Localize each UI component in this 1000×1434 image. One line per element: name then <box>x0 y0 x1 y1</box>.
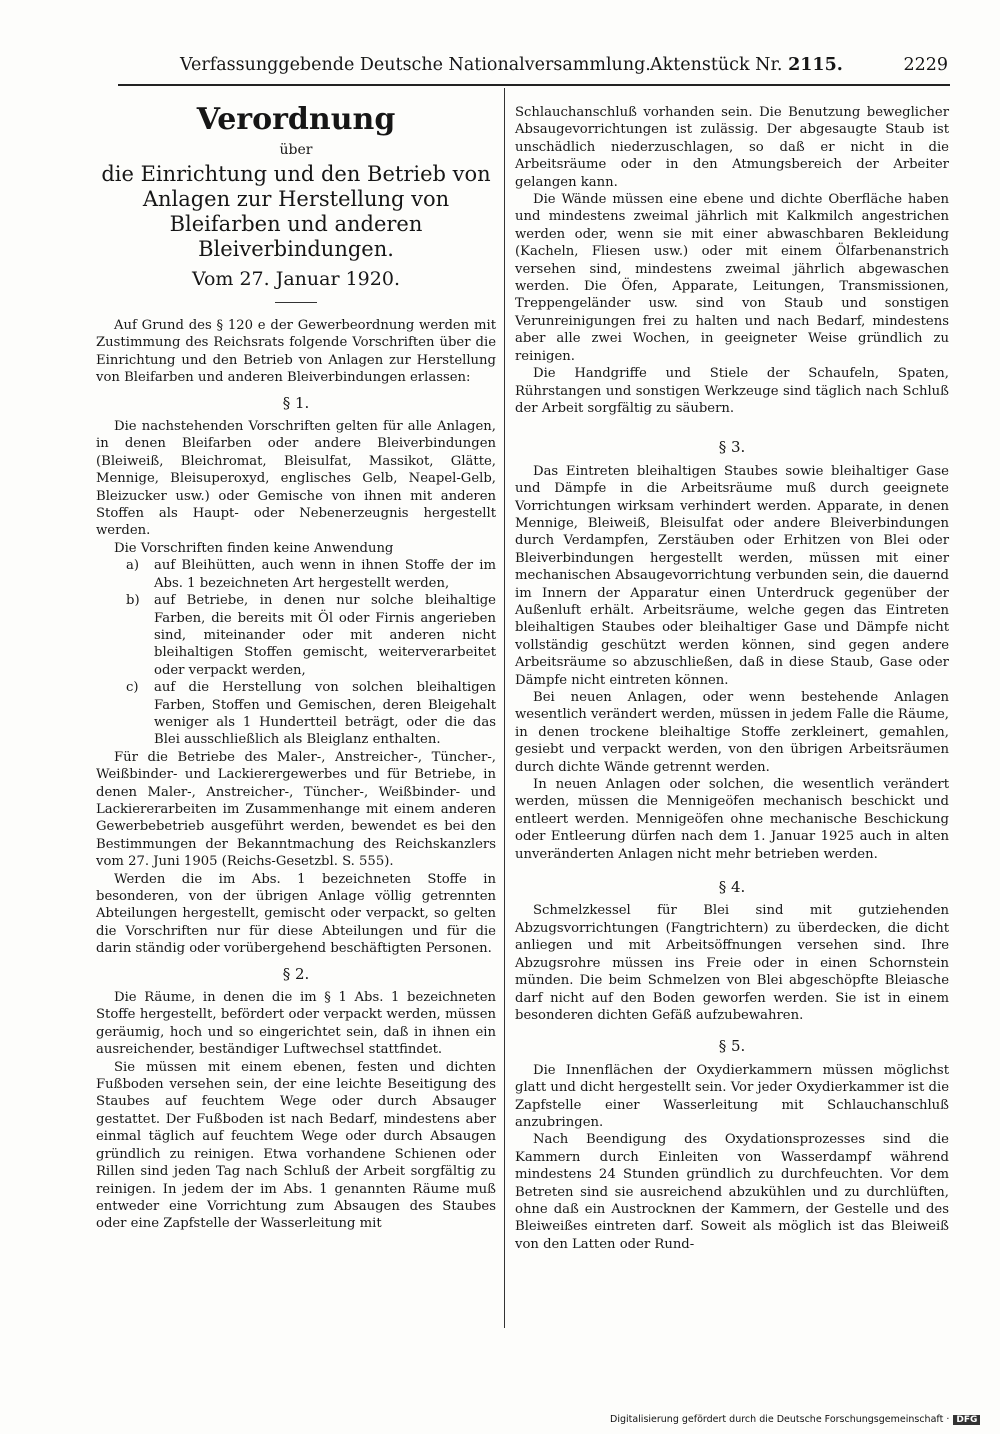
list-item <box>96 592 496 679</box>
dfg-logo: DFG <box>953 1415 980 1425</box>
document-subtitle: die Einrichtung und den Betrieb von Anlagen zur Herstellung von Bleifarben und anderen Bleiverbindungen. <box>101 162 491 261</box>
paragraph: Die nachstehenden Vorschriften gelten für alle Anlagen, in denen Bleifarben oder andere Bleiverbindungen (Bleiweiß, Bleichromat, Bleisulfat, Massikot, Glätte, Mennige, Bleisuperoxyd, englisches Gelb, Neapel-Gelb, Bleizucker usw.) oder Gemische von ihnen mit anderen Stoffen als Haupt- oder Nebenerzeugnis hergestellt werden. <box>96 419 496 539</box>
section-heading-3: § 3. <box>718 438 746 457</box>
header-act <box>650 55 843 75</box>
title-divider <box>275 302 317 303</box>
list-item-text: auf Betriebe, in denen nur solche bleihaltige Farben, die bereits mit Öl oder Firnis angerieben sind, miteinander oder mit anderen nicht bleihaltigen Stoffen gemischt, weiterverarbeitet oder verpackt werden, <box>154 593 496 678</box>
header-act-prefix: Aktenstück Nr. <box>650 55 783 75</box>
paragraph: Das Eintreten bleihaltigen Staubes sowie bleihaltiger Gase und Dämpfe in die Arbeitsräume muß durch geeignete Vorrichtungen wirksam verhindert werden. Apparate, in denen Mennige, Bleiweiß, Bleisulfat oder andere Bleiverbindungen durch Verdampfen, Zerstäuben oder Erhitzen von Blei oder Bleiverbindungen hergestellt werden, müssen mit einer mechanischen Absaugevorrichtung verbunden sein, die dauernd im Innern der Apparatur einen Unterdruck gegenüber der Außenluft erhält. Arbeitsräume, welche gegen das Eintreten bleihaltigen Staubes oder bleihaltiger Gase und Dämpfe nicht vollständig geschützt werden können, sind gegen andere Arbeitsräume so abzuschließen, daß in diese Staub, Gase oder Dämpfe nicht eintreten können. <box>515 463 949 688</box>
paragraph: Die Innenflächen der Oxydierkammern müssen möglichst glatt und dicht hergestellt sein. Vor jeder Oxydierkammer ist die Zapfstelle einer Wasserleitung mit Schlauchanschluß anzubringen. <box>515 1062 949 1130</box>
header-rule <box>118 84 950 86</box>
paragraph: Nach Beendigung des Oxydationsprozesses sind die Kammern durch Einleiten von Wasserdampf während mindestens 24 Stunden gründlich zu durchfeuchten. Vor dem Betreten sind sie ausreichend abzukühlen und zu durchlüften, ohne daß ein Austrocknen der Kammern, der Gestelle und des Bleiweißes eintreten darf. Soweit als möglich ist das Bleiweiß von den Latten oder Rund- <box>515 1132 949 1252</box>
paragraph: Für die Betriebe des Maler-, Anstreicher-, Tüncher-, Weißbinder- und Lackierergewerbes und für Betriebe, in denen Maler-, Anstreicher-, Tüncher-, Weißbinder- und Lackiererarbeiten im Zusammenhange mit einem anderen Gewerbebetrieb ausgeführt werden, bewendet es bei den Bestimmungen der Bekanntmachung des Reichskanzlers vom 27. Juni 1905 (Reichs-Gesetzbl. S. 555). <box>96 749 496 870</box>
document-over: über <box>279 142 313 158</box>
paragraph: Die Vorschriften finden keine Anwendung <box>114 540 394 556</box>
paragraph: In neuen Anlagen oder solchen, die wesentlich verändert werden, müssen die Mennigeöfen mechanisch beschickt und entleert werden. Mennigeöfen ohne mechanische Beschickung oder Entleerung dürfen nach dem 1. Januar 1925 auch in alten unveränderten Anlagen nicht mehr betrieben werden. <box>515 777 949 862</box>
right-column <box>515 104 949 1253</box>
paragraph: Die Handgriffe und Stiele der Schaufeln, Spaten, Rührstangen und sonstigen Werkzeuge sind täglich nach Schluß der Arbeit sorgfältig zu säubern. <box>515 366 949 416</box>
list-marker: c) <box>126 680 139 696</box>
paragraph: Sie müssen mit einem ebenen, festen und dichten Fußboden versehen sein, der eine leichte Beseitigung des Staubes auf feuchtem Wege oder durch Absauger gestattet. Der Fußboden ist nach Bedarf, mindestens aber einmal täglich auf feuchtem Wege oder durch Absaugen gründlich zu reinigen. Etwa vorhandene Schienen oder Rillen sind jeden Tag nach Schluß der Arbeit sorgfältig zu reinigen. In jedem der im Abs. 1 genannten Räume muß entweder eine Vorrichtung zum Absaugen des Staubes oder eine Zapfstelle der Wasserleitung mit <box>96 1059 496 1232</box>
paragraph: Bei neuen Anlagen, oder wenn bestehende Anlagen wesentlich verändert werden, müssen in jedem Falle die Räume, in denen trockene bleihaltige Stoffe zerkleinert, gemahlen, gesiebt und verpackt werden, von den übrigen Arbeitsräumen durch dichte Wände getrennt werden. <box>515 690 949 775</box>
paragraph: Die Räume, in denen die im § 1 Abs. 1 bezeichneten Stoffe hergestellt, befördert oder verpackt werden, müssen geräumig, hoch und so eingerichtet sein, daß in ihnen ein ausreichender, beständiger Luftwechsel stattfindet. <box>96 990 496 1058</box>
list-marker: b) <box>126 593 140 609</box>
list-marker: a) <box>126 558 140 574</box>
page-number: 2229 <box>903 55 948 75</box>
document-date: Vom 27. Januar 1920. <box>192 268 400 290</box>
digitization-footer <box>610 1414 994 1430</box>
header-act-number: 2115. <box>788 55 843 75</box>
section-heading-2: § 2. <box>282 964 310 983</box>
exemption-list <box>96 557 496 748</box>
paragraph: Schmelzkessel für Blei sind mit gutziehenden Abzugsvorrichtungen (Fangtrichtern) zu überdecken, die dicht anliegen und mit Arbeitsöffnungen versehen sind. Ihre Abzugsrohre müssen ins Freie oder in einen Schornstein münden. Die beim Schmelzen von Blei abgeschöpfte Bleiasche darf nicht auf den Boden geworfen werden. Sie ist in einem besonderen dichten Gefäß aufzubewahren. <box>515 903 949 1023</box>
document-title: Verordnung <box>196 102 396 137</box>
list-item <box>96 679 496 749</box>
section-heading-5: § 5. <box>718 1037 746 1056</box>
list-item-text: auf Bleihütten, auch wenn in ihnen Stoffe der im Abs. 1 bezeichneten Art hergestellt werden, <box>154 558 496 591</box>
page-header <box>180 55 950 85</box>
paragraph: Die Wände müssen eine ebene und dichte Oberfläche haben und mindestens zweimal jährlich mit Kalkmilch angestrichen werden oder, wenn sie mit einer abwaschbaren Bekleidung (Kacheln, Fliesen usw.) oder mit einem Ölfarbenanstrich versehen sind, mindestens zweimal jährlich abgewaschen werden. Die Öfen, Apparate, Leitungen, Transmissionen, Treppengeländer usw. sind von Staub und sonstigen Verunreinigungen frei zu halten und nach Bedarf, mindestens aber alle zwei Wochen, in geeigneter Weise gründlich zu reinigen. <box>515 192 949 364</box>
header-title: Verfassunggebende Deutsche Nationalversammlung. <box>180 55 651 75</box>
intro-paragraph: Auf Grund des § 120 e der Gewerbeordnung werden mit Zustimmung des Reichsrats folgende Vorschriften über die Einrichtung und den Betrieb von Anlagen zur Herstellung von Bleifarben und anderen Bleiverbindungen erlassen: <box>96 318 496 386</box>
list-item <box>96 557 496 592</box>
column-divider <box>504 88 505 1328</box>
section-heading-1: § 1. <box>282 393 310 412</box>
list-item-text: auf die Herstellung von solchen bleihaltigen Farben, Stoffen und Gemischen, deren Bleigehalt weniger als 1 Hundertteil beträgt, oder die das Blei ausschließlich als Bleiglanz enthalten. <box>154 680 496 748</box>
left-column <box>96 96 496 1233</box>
section-heading-4: § 4. <box>718 878 746 897</box>
paragraph: Schlauchanschluß vorhanden sein. Die Benutzung beweglicher Absaugevorrichtungen ist zulässig. Der abgesaugte Staub ist unschädlich niederzuschlagen, so daß er nicht in die Arbeitsräume oder in den Atmungsbereich der Arbeiter gelangen kann. <box>515 105 949 190</box>
paragraph: Werden die im Abs. 1 bezeichneten Stoffe in besonderen, von der übrigen Anlage völlig getrennten Abteilungen hergestellt, gemischt oder verpackt, so gelten die Vorschriften nur für diese Abteilungen und für die darin ständig oder vorübergehend beschäftigten Personen. <box>96 871 496 957</box>
footer-text: Digitalisierung gefördert durch die Deutsche Forschungsgemeinschaft · <box>610 1414 950 1425</box>
